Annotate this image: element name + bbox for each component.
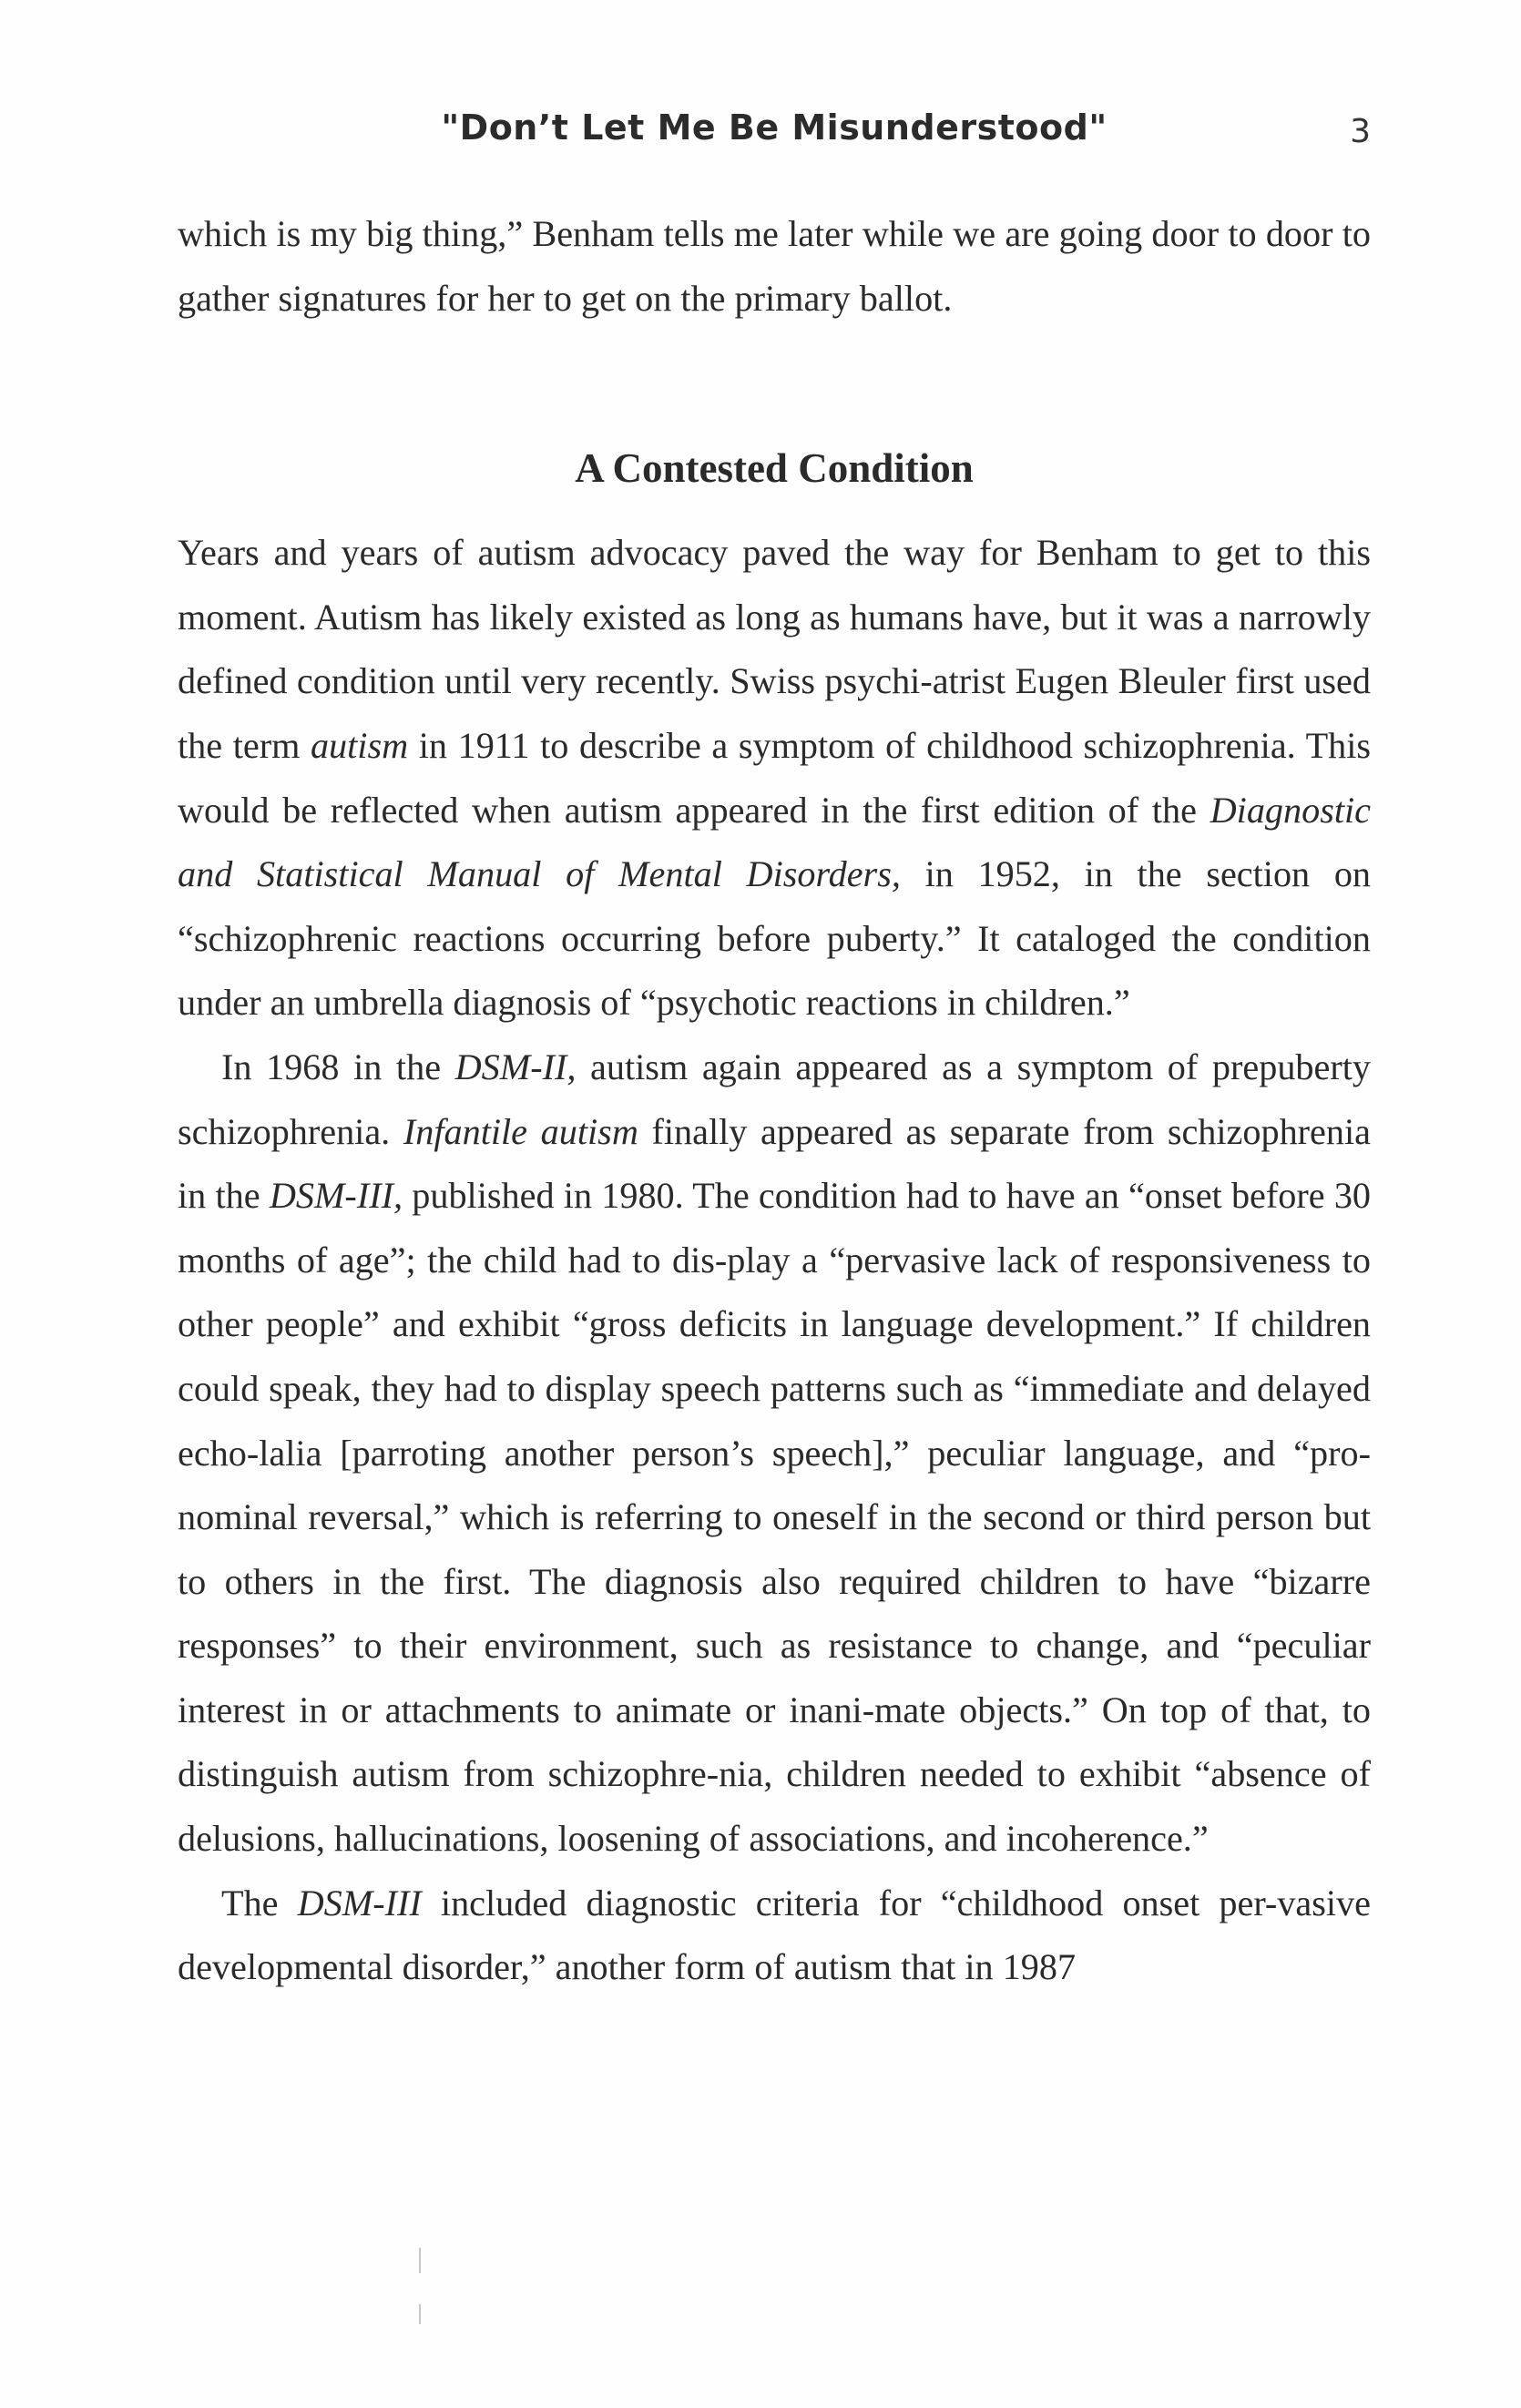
text-line: nominal reversal,” which is referring to oneself in the second or third bbox=[178, 1496, 1206, 1538]
text-line: “gross deficits in language development.” If children could speak, they bbox=[178, 1303, 1372, 1409]
paragraph-continued bbox=[178, 202, 1371, 331]
text-line: which is my big thing,” Benham tells me later while we are going door bbox=[178, 213, 1220, 254]
text-line: reactions occurring before puberty.” It cataloged the condition under bbox=[178, 917, 1371, 1024]
text-line: an umbrella diagnosis of “psychotic reactions in children.” bbox=[270, 982, 1130, 1024]
text-line: nia, children needed to exhibit “absence of delusions, hallucinations, bbox=[178, 1753, 1371, 1860]
text-line: Years and years of autism advocacy paved the way for Benham to get bbox=[178, 532, 1261, 574]
text-line: had to have an “onset before 30 months of age”; the child had to dis- bbox=[178, 1175, 1372, 1281]
italic-title: Diagnostic and Statistical bbox=[178, 789, 1371, 895]
running-title: "Don’t Let Me Be Misunderstood" bbox=[441, 107, 1108, 148]
page-number: 3 bbox=[1350, 113, 1371, 150]
text-line: had to display speech patterns such as “immediate and delayed echo- bbox=[178, 1367, 1371, 1474]
italic-title: DSM-III bbox=[297, 1882, 422, 1923]
text-line: it was a narrowly defined condition until very recently. Swiss psychi- bbox=[178, 596, 1371, 702]
text-line: to door to gather signatures for her to get on the primary ballot. bbox=[178, 213, 1372, 319]
italic-term: autism bbox=[310, 724, 409, 766]
scan-artifact bbox=[419, 2248, 421, 2273]
text-line: loosening of associations, and incoherence.” bbox=[557, 1818, 1209, 1860]
scan-artifact bbox=[419, 2304, 421, 2324]
text-run: published in 1980. The condition bbox=[403, 1175, 897, 1217]
italic-title: DSM-III, bbox=[269, 1175, 403, 1217]
running-head bbox=[178, 107, 1371, 162]
text-line: to have “bizarre responses” to their environment, such as resistance to bbox=[178, 1560, 1372, 1667]
italic-title: Manual of Mental Disorders, bbox=[427, 853, 901, 895]
section-heading: A Contested Condition bbox=[575, 445, 974, 492]
text-line: play a “pervasive lack of responsiveness to other people” and exhibit bbox=[178, 1239, 1371, 1345]
italic-term: Infantile autism bbox=[403, 1110, 638, 1152]
text-line: symptom of childhood schizophrenia. This would be reflected when bbox=[178, 724, 1372, 831]
paragraph bbox=[178, 1872, 1371, 2000]
text-line: person but to others in the first. The diagnosis also required children bbox=[178, 1496, 1371, 1602]
text-run: in 1952, in the section on “schizophrenic bbox=[178, 853, 1372, 959]
text-line: lalia [parroting another person’s speech],” peculiar language, and “pro- bbox=[259, 1432, 1371, 1474]
paragraph bbox=[178, 521, 1371, 1036]
text-run: autism appeared in the first edition of the bbox=[564, 789, 1210, 831]
text-run: In 1968 in the bbox=[221, 1046, 455, 1087]
text-run: autism again appeared as a symptom of bbox=[576, 1046, 1199, 1087]
text-run: finally appeared as separate bbox=[638, 1110, 1070, 1152]
text-run: in 1911 to describe a bbox=[408, 724, 729, 766]
text-line: change, and “peculiar interest in or attachments to animate or inani- bbox=[178, 1625, 1371, 1730]
text-line: mate objects.” On top of that, to distinguish autism from schizophre- bbox=[178, 1689, 1371, 1795]
text-run: prepuberty schizophrenia. bbox=[178, 1046, 1371, 1152]
text-run: atrist Eugen Bleuler first used the term bbox=[178, 660, 1371, 766]
text-run: The bbox=[221, 1882, 298, 1923]
paragraph bbox=[178, 1036, 1371, 1872]
text-line: to this moment. Autism has likely existed as long as humans have, but bbox=[178, 532, 1372, 638]
italic-title: DSM-II, bbox=[454, 1046, 577, 1087]
text-run: included diagnostic criteria for “childhood onset per- bbox=[421, 1882, 1278, 1923]
text-run: from schizophrenia in the bbox=[178, 1110, 1371, 1217]
text-line: vasive developmental disorder,” another form of autism that in 1987 bbox=[178, 1882, 1371, 1988]
body-text bbox=[178, 202, 1371, 2000]
